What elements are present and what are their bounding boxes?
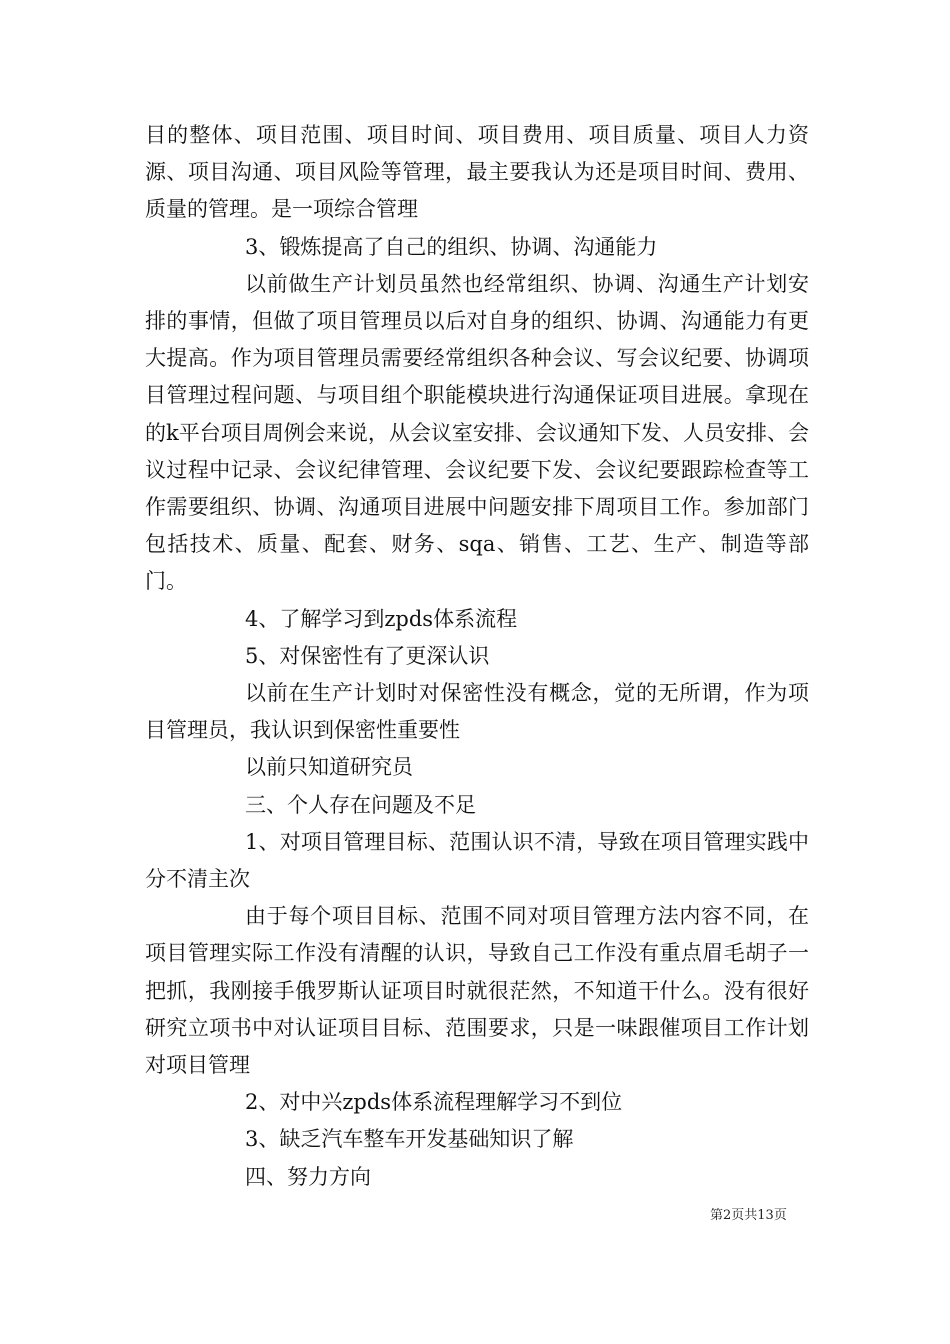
paragraph-item-3-body: 以前做生产计划员虽然也经常组织、协调、沟通生产计划安排的事情，但做了项目管理员以后对自身的组织、协调、沟通能力有更大提高。作为项目管理员需要经常组织各种会议、写会议纪要、协调项目管理过程问题、与项目组个职能模块进行沟通保证项目进展。拿现在的k平台项目周例会来说，从会议室安排、会议通知下发、人员安排、会议过程中记录、会议纪律管理、会议纪要下发、会议纪要跟踪检查等工作需要组织、协调、沟通项目进展中问题安排下周项目工作。参加部门包括技术、质量、配套、财务、sqa、销售、工艺、生产、制造等部门。	[145, 271, 809, 594]
document-body	[145, 117, 809, 1196]
paragraph-issue-1-body: 由于每个项目目标、范围不同对项目管理方法内容不同，在项目管理实际工作没有清醒的认识，导致自己工作没有重点眉毛胡子一把抓，我刚接手俄罗斯认证项目时就很茫然，不知道干什么。没有很好研究立项书中对认证项目目标、范围要求，只是一味跟催项目工作计划对项目管理	[145, 904, 809, 1078]
page-number-footer: 第2页共13页	[710, 1208, 787, 1223]
heading-section-4: 四、努力方向	[245, 1164, 371, 1189]
heading-section-3: 三、个人存在问题及不足	[245, 792, 476, 817]
heading-issue-1: 1、对项目管理目标、范围认识不清，导致在项目管理实践中分不清主次	[145, 829, 809, 892]
paragraph-researcher: 以前只知道研究员	[245, 755, 413, 780]
heading-item-3: 3、锻炼提高了自己的组织、协调、沟通能力	[245, 234, 658, 259]
paragraph-item-5-body: 以前在生产计划时对保密性没有概念，觉的无所谓，作为项目管理员，我认识到保密性重要性	[145, 681, 809, 743]
heading-issue-2: 2、对中兴zpds体系流程理解学习不到位	[245, 1090, 623, 1115]
paragraph-intro-continuation: 目的整体、项目范围、项目时间、项目费用、项目质量、项目人力资源、项目沟通、项目风险等管理，最主要我认为还是项目时间、费用、质量的管理。是一项综合管理	[145, 123, 809, 222]
heading-item-5: 5、对保密性有了更深认识	[245, 643, 490, 668]
heading-issue-3: 3、缺乏汽车整车开发基础知识了解	[245, 1127, 574, 1152]
heading-item-4: 4、了解学习到zpds体系流程	[245, 606, 518, 631]
